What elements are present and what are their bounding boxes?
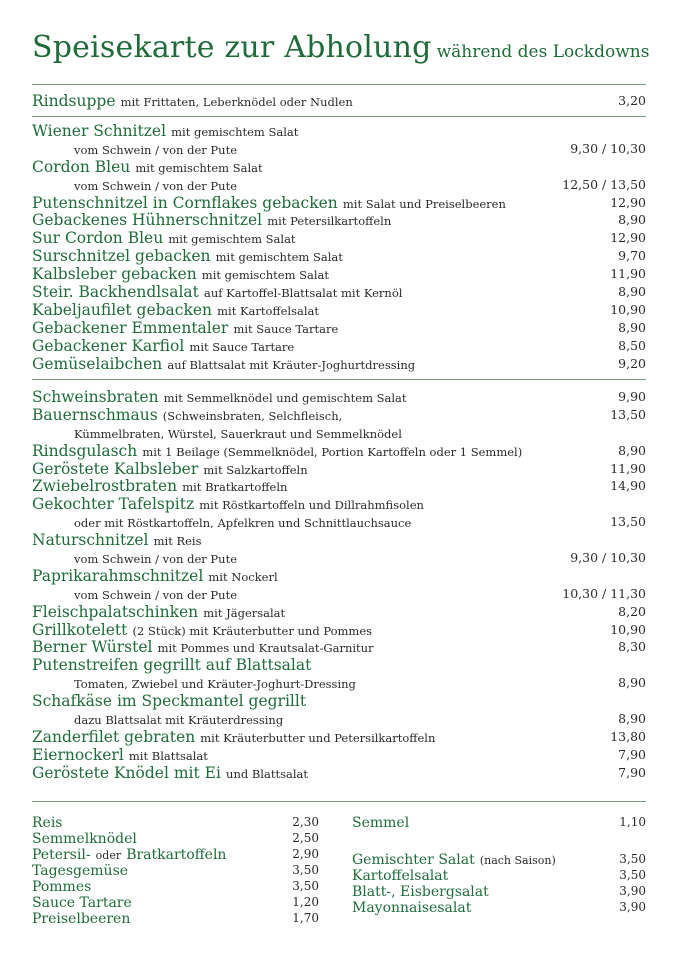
menu-item	[32, 442, 646, 460]
side-item	[32, 910, 319, 926]
side-item	[352, 867, 646, 883]
side-name: Pommes	[32, 879, 92, 895]
dish-description: (2 Stück) mit Kräuterbutter und Pommes	[132, 623, 373, 638]
divider	[32, 379, 646, 380]
menu-item	[32, 283, 646, 301]
dish-price: 3,20	[618, 93, 646, 108]
dish-description: mit gemischtem Salat	[215, 250, 343, 265]
dish-price: 11,90	[610, 460, 646, 476]
menu-item	[32, 764, 646, 782]
dish-description: mit Salat und Preiselbeeren	[342, 196, 506, 211]
menu-item	[32, 140, 646, 158]
menu-item	[32, 229, 646, 247]
dish-price: 9,30 / 10,30	[570, 140, 646, 156]
side-name: Kartoffelsalat	[352, 868, 449, 884]
dish-description: mit Semmelknödel und gemischtem Salat	[163, 391, 407, 405]
side-name: Gemischter Salat	[352, 852, 475, 868]
side-price: 3,50	[619, 868, 646, 882]
menu-item	[32, 337, 646, 355]
dish-description: mit Nockerl	[208, 569, 278, 584]
side-price: 3,50	[292, 863, 319, 877]
menu-item	[32, 355, 646, 373]
dish-name: Berner Würstel	[32, 638, 153, 657]
dish-description: mit 1 Beilage (Semmelknödel, Portion Kartoffeln oder 1 Semmel)	[142, 444, 523, 459]
dish-price: 9,70	[618, 248, 646, 264]
side-name: Preiselbeeren	[32, 911, 131, 927]
dish-name: Gekochter Tafelspitz	[32, 495, 195, 514]
dish-price: 7,90	[618, 764, 646, 780]
menu-item	[32, 513, 646, 531]
side-name: Semmel	[352, 815, 410, 831]
dish-price: 9,90	[618, 389, 646, 404]
dish-description: mit Kartoffelsalat	[217, 303, 320, 318]
dish-price: 8,90	[618, 442, 646, 458]
dish-description: vom Schwein / von der Pute	[74, 142, 237, 157]
dish-name: Bauernschmaus	[32, 405, 158, 424]
menu-item	[32, 710, 646, 728]
dish-price: 10,30 / 11,30	[562, 585, 646, 601]
menu-item	[32, 477, 646, 495]
menu-item	[32, 746, 646, 764]
dish-description: mit Pommes und Krautsalat-Garnitur	[157, 641, 374, 656]
dish-name: Wiener Schnitzel	[32, 122, 167, 140]
dish-name: Sur Cordon Bleu	[32, 229, 164, 248]
dish-price: 11,90	[610, 266, 646, 282]
dish-description: mit gemischtem Salat	[201, 268, 330, 283]
menu-item	[32, 122, 646, 140]
menu-item	[32, 265, 646, 283]
dish-price: 10,90	[610, 621, 646, 637]
dish-description: mit Sauce Tartare	[233, 321, 339, 336]
side-item	[352, 899, 646, 915]
side-name: Tagesgemüse	[32, 863, 129, 879]
menu-item	[32, 495, 646, 513]
side-item	[32, 878, 319, 894]
divider	[32, 116, 646, 117]
dish-name: Naturschnitzel	[32, 531, 149, 550]
title-main: Speisekarte zur Abholung	[32, 30, 432, 65]
dish-name: Fleischpalatschinken	[32, 602, 199, 621]
dish-name: Grillkotelett	[32, 620, 128, 639]
dish-name: Zwiebelrostbraten	[32, 477, 178, 496]
dish-name: Rindsgulasch	[32, 441, 138, 460]
divider	[32, 84, 646, 85]
dish-description: mit gemischtem Salat	[171, 125, 299, 139]
dish-name: Rindsuppe	[32, 92, 116, 110]
dish-description: dazu Blattsalat mit Kräuterdressing	[74, 713, 284, 728]
dish-description: mit Petersilkartoffeln	[267, 214, 392, 229]
dish-price: 8,90	[618, 319, 646, 335]
dish-description: mit Röstkartoffeln und Dillrahmfisolen	[199, 498, 424, 513]
side-price: 2,90	[292, 847, 319, 861]
menu-item	[32, 388, 646, 406]
side-price: 2,30	[292, 815, 319, 829]
dish-price: 13,50	[610, 514, 646, 530]
menu-item	[32, 692, 646, 710]
dish-description: mit Jägersalat	[203, 605, 286, 620]
dish-description: mit Reis	[153, 534, 202, 549]
dish-description: mit Bratkartoffeln	[182, 480, 288, 495]
menu-item	[32, 424, 646, 442]
dish-name: Surschnitzel gebacken	[32, 247, 211, 266]
dish-name: Paprikarahmschnitzel	[32, 566, 204, 585]
dish-description: mit Frittaten, Leberknödel oder Nudlen	[120, 95, 353, 109]
side-name: Reis	[32, 815, 63, 831]
side-price: 1,10	[619, 815, 646, 829]
menu-item	[32, 211, 646, 229]
side-item	[32, 814, 319, 830]
dish-description: auf Blattsalat mit Kräuter-Joghurtdressing	[167, 357, 416, 372]
menu-item	[32, 674, 646, 692]
dish-description: oder mit Röstkartoffeln, Apfelkren und Schnittlauchsauce	[74, 516, 412, 531]
dish-price: 13,80	[610, 728, 646, 744]
dish-price: 8,30	[618, 639, 646, 655]
dish-description: und Blattsalat	[226, 766, 309, 781]
dish-description: mit Blattsalat	[128, 748, 208, 763]
menu-section-mains	[32, 388, 646, 782]
side-name: Petersil-	[32, 847, 91, 863]
side-item	[32, 862, 319, 878]
dish-description: (Schweinsbraten, Selchfleisch,	[162, 408, 343, 423]
dish-price: 10,90	[610, 301, 646, 317]
menu-item	[32, 656, 646, 674]
dish-price: 7,90	[618, 746, 646, 762]
dish-name: Geröstete Kalbsleber	[32, 459, 199, 478]
sides-right-top	[352, 814, 646, 830]
dish-price: 8,90	[618, 212, 646, 228]
side-item	[32, 846, 319, 862]
menu-item	[32, 158, 646, 176]
side-item	[32, 830, 319, 846]
dish-price: 12,90	[610, 230, 646, 246]
dish-price: 8,90	[618, 284, 646, 300]
side-name: Bratkartoffeln	[126, 847, 227, 863]
dish-name: Eiernockerl	[32, 745, 124, 764]
menu-item	[32, 176, 646, 194]
side-price: 1,20	[292, 895, 319, 909]
side-price: 3,90	[619, 884, 646, 898]
menu-item	[32, 406, 646, 424]
menu-section-soup	[32, 92, 646, 110]
dish-name: Kabeljaufilet gebacken	[32, 300, 213, 319]
dish-description: mit gemischtem Salat	[168, 232, 296, 247]
dish-price: 12,50 / 13,50	[562, 176, 646, 192]
menu-section-baked	[32, 122, 646, 372]
side-price: 1,70	[292, 911, 319, 925]
menu-item	[32, 567, 646, 585]
side-price: 3,90	[619, 900, 646, 914]
dish-price: 9,30 / 10,30	[570, 550, 646, 566]
dish-name: Gebackenes Hühnerschnitzel	[32, 211, 263, 230]
dish-name: Kalbsleber gebacken	[32, 265, 197, 284]
dish-name: Schweinsbraten	[32, 388, 159, 406]
dish-price: 13,50	[610, 406, 646, 422]
dish-name: Schafkäse im Speckmantel gegrillt	[32, 692, 307, 711]
dish-description: Kümmelbraten, Würstel, Sauerkraut und Semmelknödel	[74, 426, 402, 441]
dish-name: Cordon Bleu	[32, 157, 131, 176]
divider	[32, 801, 646, 802]
side-price: 3,50	[292, 879, 319, 893]
side-price: 3,50	[619, 852, 646, 866]
side-item	[352, 851, 646, 867]
side-description: (nach Saison)	[479, 854, 556, 867]
dish-name: Putenschnitzel in Cornflakes gebacken	[32, 193, 338, 212]
dish-description: vom Schwein / von der Pute	[74, 587, 237, 602]
dish-description: mit gemischtem Salat	[135, 160, 263, 175]
side-item	[352, 883, 646, 899]
menu-item	[32, 460, 646, 478]
menu-item	[32, 301, 646, 319]
menu-item	[32, 194, 646, 212]
menu-item	[32, 92, 646, 110]
dish-name: Gebackener Emmentaler	[32, 318, 229, 337]
dish-price: 12,90	[610, 194, 646, 210]
menu-item	[32, 549, 646, 567]
dish-price: 8,50	[618, 337, 646, 353]
dish-name: Zanderfilet gebraten	[32, 727, 196, 746]
page-title	[32, 30, 652, 65]
menu-item	[32, 621, 646, 639]
side-name: Blatt-, Eisbergsalat	[352, 884, 489, 900]
side-description: oder	[95, 849, 122, 862]
side-item	[352, 814, 646, 830]
dish-name: Gebackener Karfiol	[32, 336, 185, 355]
menu-item	[32, 319, 646, 337]
menu-item	[32, 603, 646, 621]
dish-description: auf Kartoffel-Blattsalat mit Kernöl	[203, 286, 403, 301]
sides-left-column	[32, 814, 319, 926]
side-name: Sauce Tartare	[32, 895, 132, 911]
side-name: Semmelknödel	[32, 831, 137, 847]
dish-name: Geröstete Knödel mit Ei	[32, 763, 221, 782]
menu-item	[32, 531, 646, 549]
dish-price: 9,20	[618, 355, 646, 371]
dish-name: Steir. Backhendlsalat	[32, 283, 199, 302]
dish-description: Tomaten, Zwiebel und Kräuter-Joghurt-Dressing	[74, 677, 356, 692]
dish-price: 8,90	[618, 711, 646, 727]
menu-item	[32, 247, 646, 265]
menu-item	[32, 638, 646, 656]
dish-name: Gemüselaibchen	[32, 354, 163, 373]
dish-price: 8,20	[618, 603, 646, 619]
dish-description: vom Schwein / von der Pute	[74, 552, 237, 567]
menu-item	[32, 728, 646, 746]
dish-description: mit Kräuterbutter und Petersilkartoffeln	[200, 730, 436, 745]
dish-description: mit Salzkartoffeln	[203, 462, 308, 477]
side-price: 2,50	[292, 831, 319, 845]
side-item	[32, 894, 319, 910]
sides-right-column	[352, 851, 646, 915]
menu-item	[32, 585, 646, 603]
dish-description: vom Schwein / von der Pute	[74, 178, 237, 193]
dish-name: Putenstreifen gegrillt auf Blattsalat	[32, 656, 312, 675]
dish-price: 8,90	[618, 675, 646, 691]
title-sub: während des Lockdowns	[436, 42, 650, 62]
dish-description: mit Sauce Tartare	[189, 339, 295, 354]
dish-price: 14,90	[610, 478, 646, 494]
side-name: Mayonnaisesalat	[352, 900, 472, 916]
